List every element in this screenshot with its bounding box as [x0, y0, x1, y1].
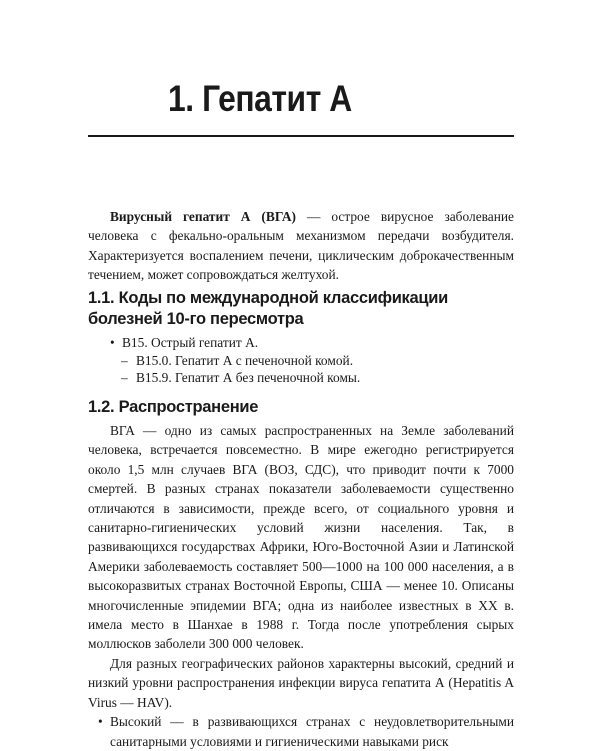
- section-heading-spread: 1.2. Распространение: [88, 398, 259, 416]
- chapter-title: 1. Гепатит А: [168, 78, 352, 119]
- intro-paragraph: [88, 207, 514, 285]
- icd-code-text: B15.0. Гепатит А с печеночной комой.: [136, 352, 354, 368]
- bullet-text: Высокий — в развивающихся странах с неудовлетворительными санитарными условиями и гигиеническими навыками риск: [110, 714, 514, 749]
- spread-paragraph-2: Для разных географических районов характерны высокий, средний и низкий уровни распространения инфекции вируса гепатита А (Hepatitis A Virus — HAV).: [88, 655, 514, 710]
- dash-mark: –: [121, 352, 128, 368]
- list-item: [88, 334, 514, 352]
- icd-code-text: B15. Острый гепатит А.: [122, 335, 259, 350]
- section-heading-icd: 1.1. Коды по международной классификации болезней 10-го пересмотра: [88, 289, 448, 328]
- spread-text: [88, 421, 514, 751]
- list-item: [88, 712, 514, 751]
- intro-text: — острое вирусное заболевание человека с фекально-оральным механизмом передачи возбудителя. Характеризуется воспалением печени, циклическим доброкачественным течением, может сопровождаться желтухой.: [88, 209, 514, 283]
- intro-term: Вирусный гепатит А (ВГА): [110, 209, 297, 224]
- dash-mark: –: [121, 370, 128, 385]
- icd-code-text: B15.9. Гепатит А без печеночной комы.: [136, 370, 361, 385]
- bullet-mark: •: [98, 714, 103, 730]
- spread-paragraph-1: ВГА — одно из самых распространенных на Земле заболеваний человека, встречается повсеместно. В мире ежегодно регистрируется около 1,5 млн случаев ВГА (ВОЗ, СДС), что приводит почти к 7000 смертей. В разных странах показатели заболеваемости существенно отличаются в зависимости, прежде всего, от социального уровня и санитарно-гигиенических условий жизни населения. Так, в развивающихся государствах Африки, Юго-Восточной Азии и Латинской Америки заболеваемость составляет 500—1000 на 100 000 населения, а в высокоразвитых странах Восточной Европы, США — менее 10. Описаны многочисленные эпидемии ВГА; одна из наиболее известных в XX в. имела место в Шанхае в 1988 г. Тогда после употребления сырых моллюсков заболели 300 000 человек.: [88, 423, 514, 652]
- list-item: [88, 352, 514, 370]
- icd-code-list: [88, 334, 514, 387]
- bullet-mark: •: [110, 335, 115, 350]
- list-item: [88, 369, 514, 387]
- title-rule: [88, 135, 514, 137]
